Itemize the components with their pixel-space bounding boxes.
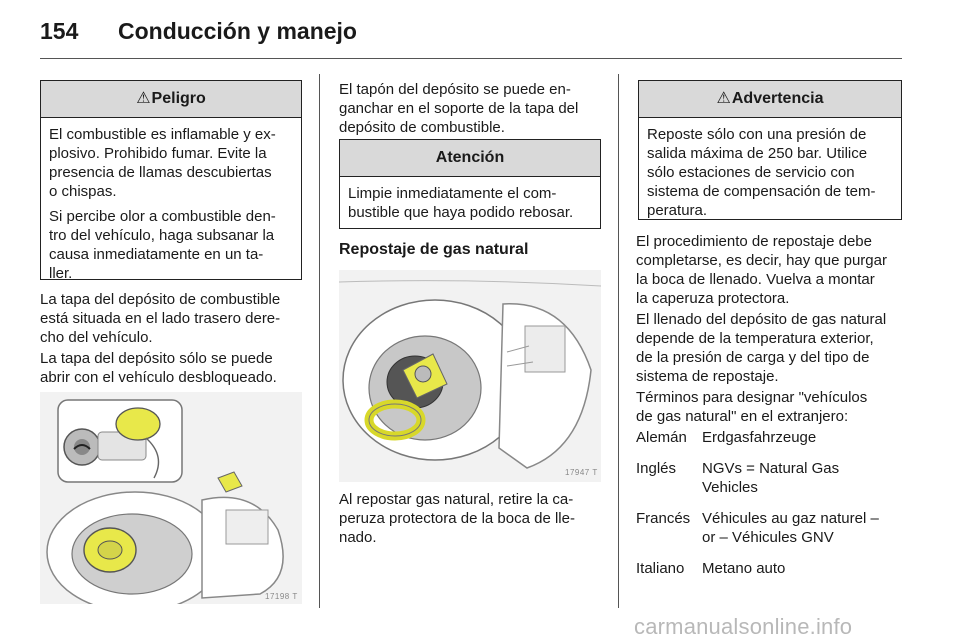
fuel-cap-location-text: La tapa del depósito de combustible está situada en el lado trasero dere- cho del vehículo. xyxy=(40,291,281,346)
danger-paragraph-1: El combustible es inflamable y ex- plosivo. Prohibido fumar. Evite la presencia de llamas descubiertas o chispas. xyxy=(49,126,276,200)
term-value: Véhicules au gaz naturel – or – Véhicules GNV xyxy=(702,510,879,546)
page-number: 154 xyxy=(40,18,79,44)
danger-paragraph-2: Si percibe olor a combustible den- tro del vehículo, haga subsanar la causa inmediatamente en un ta- ller. xyxy=(49,208,276,282)
chapter-title: Conducción y manejo xyxy=(118,18,357,44)
figure-1-code: 17198 T xyxy=(265,592,298,601)
section-heading-natural-gas: Repostaje de gas natural xyxy=(339,241,529,258)
fill-dependency-text: El llenado del depósito de gas natural depende de la temperatura exterior, de la presión de carga y del tipo de sistema de repostaje. xyxy=(636,311,887,385)
page-header xyxy=(40,14,902,48)
column-divider-2 xyxy=(618,74,619,608)
attention-box-body xyxy=(340,177,600,222)
term-language: Inglés xyxy=(636,460,677,477)
term-row xyxy=(636,428,902,447)
fuel-cap-unlock-text: La tapa del depósito sólo se puede abrir con el vehículo desbloqueado. xyxy=(40,350,277,386)
danger-box-title: Peligro xyxy=(151,90,206,107)
advertencia-box-header xyxy=(639,81,901,118)
warning-triangle-icon: ⚠ xyxy=(716,90,731,107)
danger-box-header xyxy=(41,81,301,118)
danger-box xyxy=(40,80,302,280)
natural-gas-figure xyxy=(339,270,601,482)
attention-box-title: Atención xyxy=(435,149,505,166)
figure-2-code: 17947 T xyxy=(565,468,598,477)
site-watermark: carmanualsonline.info xyxy=(634,614,853,639)
term-value: Metano auto xyxy=(702,560,786,577)
advertencia-box-title: Advertencia xyxy=(731,90,824,107)
term-value: Erdgasfahrzeuge xyxy=(702,429,817,446)
terms-intro-text: Términos para designar "vehículos de gas natural" en el extranjero: xyxy=(636,389,868,425)
advertencia-text: Reposte sólo con una presión de salida máxima de 250 bar. Utilice sólo estaciones de servicio con sistema de compensación de tem- peratura. xyxy=(647,126,876,219)
term-row xyxy=(636,459,902,497)
attention-box-header xyxy=(340,140,600,177)
attention-box xyxy=(339,139,601,229)
advertencia-box-body xyxy=(639,118,901,220)
danger-box-body xyxy=(41,118,301,283)
term-language: Francés xyxy=(636,510,691,527)
warning-triangle-icon: ⚠ xyxy=(136,90,151,107)
term-language: Italiano xyxy=(636,560,685,577)
term-value: NGVs = Natural Gas Vehicles xyxy=(702,460,840,496)
term-row xyxy=(636,559,902,578)
attention-text: Limpie inmediatamente el com- bustible que haya podido rebosar. xyxy=(348,185,574,221)
fuel-cap-illustration xyxy=(40,392,302,604)
fuel-cap-figure xyxy=(40,392,302,604)
cap-hook-text: El tapón del depósito se puede en- ganchar en el soporte de la tapa del depósito de combustible. xyxy=(339,81,579,136)
remove-cap-text: Al repostar gas natural, retire la ca- peruza protectora de la boca de lle- nado. xyxy=(339,491,575,546)
natural-gas-illustration xyxy=(339,270,601,482)
column-divider-1 xyxy=(319,74,320,608)
advertencia-box xyxy=(638,80,902,220)
header-rule xyxy=(40,58,902,59)
term-language: Alemán xyxy=(636,429,687,446)
term-row xyxy=(636,509,902,547)
refuel-procedure-text: El procedimiento de repostaje debe completarse, es decir, hay que purgar la boca de llenado. Vuelva a montar la caperuza protectora. xyxy=(636,233,887,307)
terms-list xyxy=(636,428,902,578)
